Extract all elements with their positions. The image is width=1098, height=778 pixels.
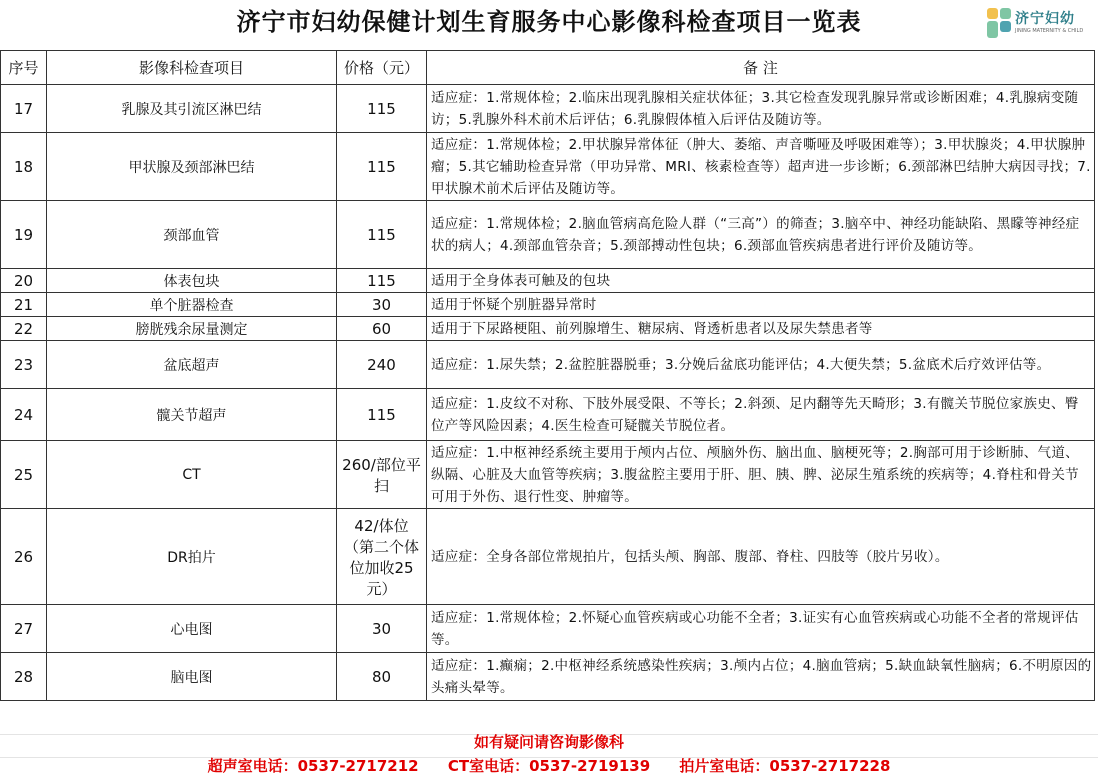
row-price: 30 <box>337 293 427 317</box>
row-price: 115 <box>337 133 427 201</box>
row-item: 颈部血管 <box>47 201 337 269</box>
row-item: 单个脏器检查 <box>47 293 337 317</box>
table-row <box>1 653 1095 701</box>
contact-phones <box>0 755 1098 776</box>
row-item: 甲状腺及颈部淋巴结 <box>47 133 337 201</box>
table-row <box>1 341 1095 389</box>
row-item: 乳腺及其引流区淋巴结 <box>47 85 337 133</box>
row-note: 适应症：1.常规体检；2.甲状腺异常体征（肿大、萎缩、声音嘶哑及呼吸困难等）；3.甲状腺炎；4.甲状腺肿瘤；5.其它辅助检查异常（甲功异常、MRI、核素检查等）超声进一步诊断；6.颈部淋巴结肿大病因寻找；7.甲状腺术前术后评估及随访等。 <box>427 133 1095 201</box>
page-title: 济宁市妇幼保健计划生育服务中心影像科检查项目一览表 <box>236 7 862 36</box>
row-note: 适应症：1.中枢神经系统主要用于颅内占位、颅脑外伤、脑出血、脑梗死等；2.胸部可用于诊断肺、气道、纵隔、心脏及大血管等疾病；3.腹盆腔主要用于肝、胆、胰、脾、泌尿生殖系统的疾病等；4.脊柱和骨关节可用于外伤、退行性变、肿瘤等。 <box>427 441 1095 509</box>
row-note: 适用于下尿路梗阻、前列腺增生、糖尿病、肾透析患者以及尿失禁患者等 <box>427 317 1095 341</box>
row-price: 260/部位平扫 <box>337 441 427 509</box>
row-seq: 24 <box>1 389 47 441</box>
row-item: 心电图 <box>47 605 337 653</box>
row-note: 适应症：1.常规体检；2.怀疑心血管疾病或心功能不全者；3.证实有心血管疾病或心功能不全者的常规评估等。 <box>427 605 1095 653</box>
row-note: 适应症：1.癫痫；2.中枢神经系统感染性疾病；3.颅内占位；4.脑血管病；5.缺血缺氧性脑病；6.不明原因的头痛头晕等。 <box>427 653 1095 701</box>
row-note: 适应症：1.皮纹不对称、下肢外展受限、不等长；2.斜颈、足内翻等先天畸形；3.有髋关节脱位家族史、臀位产等风险因素；4.医生检查可疑髋关节脱位者。 <box>427 389 1095 441</box>
row-seq: 17 <box>1 85 47 133</box>
row-seq: 28 <box>1 653 47 701</box>
header-note: 备 注 <box>427 51 1095 85</box>
table-row <box>1 133 1095 201</box>
row-price: 30 <box>337 605 427 653</box>
row-seq: 20 <box>1 269 47 293</box>
row-seq: 21 <box>1 293 47 317</box>
consult-notice: 如有疑问请咨询影像科 <box>473 733 624 751</box>
row-item: 盆底超声 <box>47 341 337 389</box>
row-note: 适用于怀疑个别脏器异常时 <box>427 293 1095 317</box>
row-price: 115 <box>337 389 427 441</box>
hospital-logo <box>985 6 1095 42</box>
table-row <box>1 441 1095 509</box>
row-seq: 26 <box>1 509 47 605</box>
row-seq: 23 <box>1 341 47 389</box>
row-seq: 22 <box>1 317 47 341</box>
row-price: 240 <box>337 341 427 389</box>
logo-subtitle: JINING MATERNITY & CHILD <box>1015 28 1084 34</box>
table-row <box>1 509 1095 605</box>
row-price: 115 <box>337 269 427 293</box>
table-row <box>1 317 1095 341</box>
row-price: 42/体位（第二个体位加收25元） <box>337 509 427 605</box>
row-note: 适应症：全身各部位常规拍片，包括头颅、胸部、腹部、脊柱、四肢等（胶片另收）。 <box>427 509 1095 605</box>
table-row <box>1 389 1095 441</box>
row-note: 适用于全身体表可触及的包块 <box>427 269 1095 293</box>
table-header-row <box>1 51 1095 85</box>
row-note: 适应症：1.尿失禁；2.盆腔脏器脱垂；3.分娩后盆底功能评估；4.大便失禁；5.盆底术后疗效评估等。 <box>427 341 1095 389</box>
header-price: 价格（元） <box>337 51 427 85</box>
row-price: 115 <box>337 201 427 269</box>
table-row <box>1 201 1095 269</box>
row-note: 适应症：1.常规体检；2.临床出现乳腺相关症状体征；3.其它检查发现乳腺异常或诊断困难；4.乳腺病变随访；5.乳腺外科术前术后评估；6.乳腺假体植入后评估及随访等。 <box>427 85 1095 133</box>
row-item: CT <box>47 441 337 509</box>
row-seq: 25 <box>1 441 47 509</box>
row-item: 脑电图 <box>47 653 337 701</box>
exam-items-table <box>0 50 1095 701</box>
row-seq: 27 <box>1 605 47 653</box>
logo-name: 济宁妇幼 <box>1015 11 1075 27</box>
ultrasound-phone: 超声室电话：0537-2717212 <box>207 757 419 775</box>
table-row <box>1 269 1095 293</box>
xray-phone: 拍片室电话：0537-2717228 <box>679 757 891 775</box>
ct-phone: CT室电话：0537-2719139 <box>447 757 651 775</box>
table-row <box>1 85 1095 133</box>
header-seq: 序号 <box>1 51 47 85</box>
logo-mark-icon <box>985 6 1013 40</box>
row-price: 115 <box>337 85 427 133</box>
table-row <box>1 293 1095 317</box>
header-item: 影像科检查项目 <box>47 51 337 85</box>
row-item: 体表包块 <box>47 269 337 293</box>
row-price: 60 <box>337 317 427 341</box>
row-seq: 18 <box>1 133 47 201</box>
row-item: 髋关节超声 <box>47 389 337 441</box>
row-note: 适应症：1.常规体检；2.脑血管病高危险人群（“三高”）的筛查；3.脑卒中、神经功能缺陷、黑矇等神经症状的病人；4.颈部血管杂音；5.颈部搏动性包块；6.颈部血管疾病患者进行评价及随访等。 <box>427 201 1095 269</box>
row-price: 80 <box>337 653 427 701</box>
row-item: DR拍片 <box>47 509 337 605</box>
row-item: 膀胱残余尿量测定 <box>47 317 337 341</box>
table-row <box>1 605 1095 653</box>
row-seq: 19 <box>1 201 47 269</box>
